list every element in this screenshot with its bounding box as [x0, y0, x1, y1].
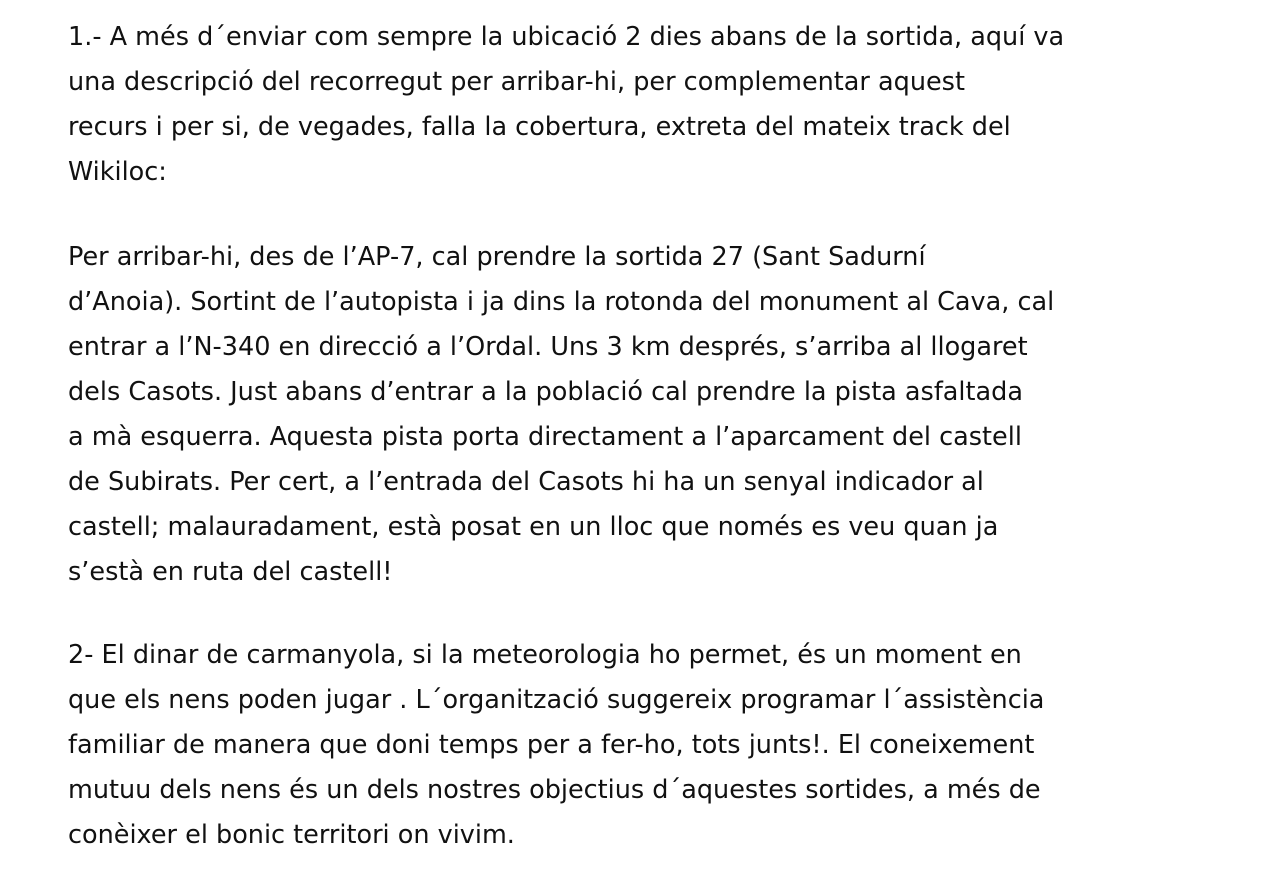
- text-line: 2- El dinar de carmanyola, si la meteorologia ho permet, és un moment en: [68, 640, 1022, 670]
- text-line: recurs i per si, de vegades, falla la cobertura, extreta del mateix track del: [68, 112, 1011, 142]
- text-line: dels Casots. Just abans d’entrar a la població cal prendre la pista asfaltada: [68, 377, 1023, 407]
- text-line: castell; malauradament, està posat en un lloc que només es veu quan ja: [68, 512, 999, 542]
- text-line: a mà esquerra. Aquesta pista porta directament a l’aparcament del castell: [68, 422, 1022, 452]
- text-line: d’Anoia). Sortint de l’autopista i ja dins la rotonda del monument al Cava, cal: [68, 287, 1055, 317]
- text-line: entrar a l’N-340 en direcció a l’Ordal. Uns 3 km després, s’arriba al llogaret: [68, 332, 1028, 362]
- text-line: una descripció del recorregut per arribar-hi, per complementar aquest: [68, 67, 965, 97]
- text-line: Wikiloc:: [68, 157, 167, 187]
- paragraph-route-directions: [68, 235, 1228, 595]
- text-line: que els nens poden jugar . L´organització suggereix programar l´assistència: [68, 685, 1045, 715]
- text-line: Per arribar-hi, des de l’AP-7, cal prendre la sortida 27 (Sant Sadurní: [68, 242, 926, 272]
- text-line: 1.- A més d´enviar com sempre la ubicació 2 dies abans de la sortida, aquí va: [68, 22, 1065, 52]
- paragraph-lunch-note: [68, 633, 1228, 858]
- paragraph-location-intro: [68, 15, 1228, 195]
- text-line: de Subirats. Per cert, a l’entrada del Casots hi ha un senyal indicador al: [68, 467, 984, 497]
- text-line: conèixer el bonic territori on vivim.: [68, 820, 515, 850]
- text-line: s’està en ruta del castell!: [68, 557, 393, 587]
- text-line: mutuu dels nens és un dels nostres objectius d´aquestes sortides, a més de: [68, 775, 1041, 805]
- text-line: familiar de manera que doni temps per a fer-ho, tots junts!. El coneixement: [68, 730, 1035, 760]
